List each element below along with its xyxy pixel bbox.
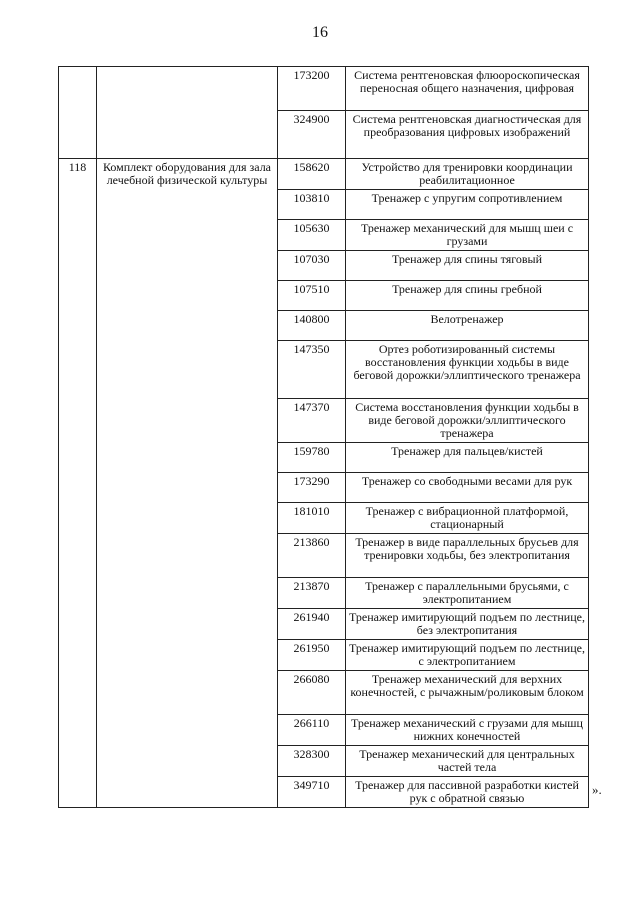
item-code-cell: 213870 bbox=[278, 578, 346, 609]
item-code-cell: 105630 bbox=[278, 220, 346, 251]
closing-quote: ». bbox=[592, 782, 602, 797]
item-code-cell: 107030 bbox=[278, 251, 346, 281]
equipment-set-name-cell: Комплект оборудования для зала лечебной физической культуры bbox=[97, 159, 278, 808]
item-code-cell: 173290 bbox=[278, 473, 346, 503]
item-code-cell: 261950 bbox=[278, 640, 346, 671]
item-code-cell: 140800 bbox=[278, 311, 346, 341]
item-description-cell: Тренажер с параллельными брусьями, с электропитанием bbox=[346, 578, 589, 609]
item-code-cell: 328300 bbox=[278, 746, 346, 777]
table-row bbox=[59, 67, 589, 111]
item-description-cell: Тренажер механический для верхних конечностей, с рычажным/роликовым блоком bbox=[346, 671, 589, 715]
item-description-cell: Тренажер для пальцев/кистей bbox=[346, 443, 589, 473]
item-code-cell: 266080 bbox=[278, 671, 346, 715]
item-description-cell: Тренажер для пассивной разработки кистей рук с обратной связью bbox=[346, 777, 589, 808]
item-code-cell: 181010 bbox=[278, 503, 346, 534]
table-row bbox=[59, 159, 589, 190]
item-code-cell: 158620 bbox=[278, 159, 346, 190]
item-code-cell: 213860 bbox=[278, 534, 346, 578]
item-description-cell: Тренажер механический с грузами для мышц нижних конечностей bbox=[346, 715, 589, 746]
item-code-cell: 349710 bbox=[278, 777, 346, 808]
item-code-cell: 147350 bbox=[278, 341, 346, 399]
equipment-set-name-cell bbox=[97, 67, 278, 159]
item-description-cell: Система рентгеновская диагностическая для преобразования цифровых изображений bbox=[346, 111, 589, 159]
item-code-cell: 261940 bbox=[278, 609, 346, 640]
item-description-cell: Велотренажер bbox=[346, 311, 589, 341]
row-number-cell: 118 bbox=[59, 159, 97, 808]
item-code-cell: 324900 bbox=[278, 111, 346, 159]
item-description-cell: Ортез роботизированный системы восстановления функции ходьбы в виде беговой дорожки/эллиптического тренажера bbox=[346, 341, 589, 399]
item-description-cell: Система рентгеновская флюороскопическая переносная общего назначения, цифровая bbox=[346, 67, 589, 111]
item-description-cell: Тренажер имитирующий подъем по лестнице, без электропитания bbox=[346, 609, 589, 640]
item-code-cell: 159780 bbox=[278, 443, 346, 473]
item-description-cell: Система восстановления функции ходьбы в виде беговой дорожки/эллиптического тренажера bbox=[346, 399, 589, 443]
item-code-cell: 147370 bbox=[278, 399, 346, 443]
page-number: 16 bbox=[312, 24, 328, 41]
item-code-cell: 103810 bbox=[278, 190, 346, 220]
item-code-cell: 107510 bbox=[278, 281, 346, 311]
item-description-cell: Тренажер в виде параллельных брусьев для тренировки ходьбы, без электропитания bbox=[346, 534, 589, 578]
item-description-cell: Тренажер механический для мышц шеи с грузами bbox=[346, 220, 589, 251]
item-description-cell: Тренажер механический для центральных частей тела bbox=[346, 746, 589, 777]
item-code-cell: 266110 bbox=[278, 715, 346, 746]
item-description-cell: Тренажер имитирующий подъем по лестнице, с электропитанием bbox=[346, 640, 589, 671]
row-number-cell bbox=[59, 67, 97, 159]
item-description-cell: Устройство для тренировки координации реабилитационное bbox=[346, 159, 589, 190]
equipment-table bbox=[58, 66, 589, 808]
item-description-cell: Тренажер для спины гребной bbox=[346, 281, 589, 311]
item-description-cell: Тренажер со свободными весами для рук bbox=[346, 473, 589, 503]
item-description-cell: Тренажер с упругим сопротивлением bbox=[346, 190, 589, 220]
item-code-cell: 173200 bbox=[278, 67, 346, 111]
item-description-cell: Тренажер для спины тяговый bbox=[346, 251, 589, 281]
item-description-cell: Тренажер с вибрационной платформой, стационарный bbox=[346, 503, 589, 534]
